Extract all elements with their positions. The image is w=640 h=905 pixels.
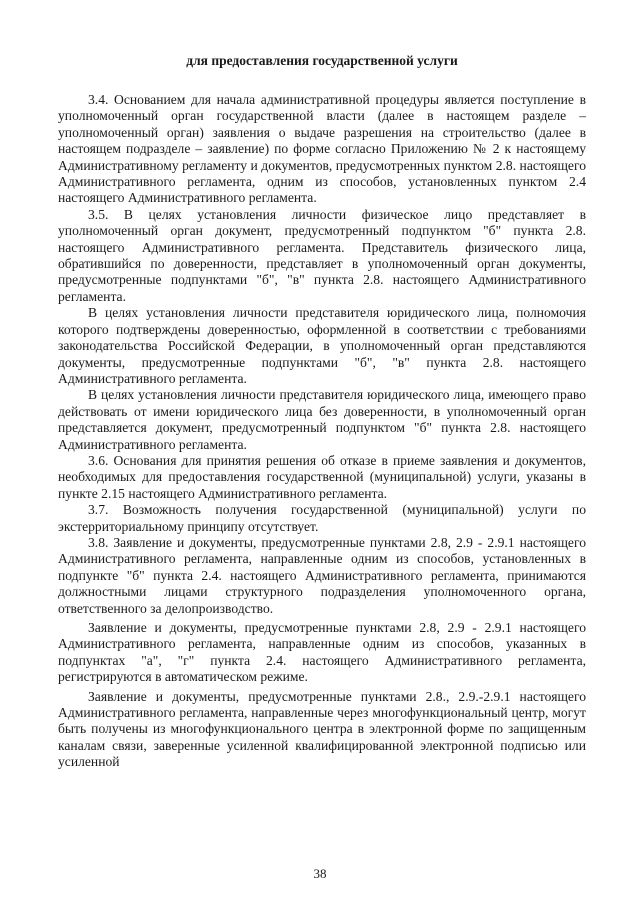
paragraph-3-6: 3.6. Основания для принятия решения об отказе в приеме заявления и документов, необходимых для предоставления государственной (муниципальной) услуги, указаны в пункте 2.15 настоящего Административного регламента.	[58, 452, 586, 501]
document-page	[58, 52, 586, 771]
paragraph-legal-rep-proxy: В целях установления личности представителя юридического лица, полномочия которого подтверждены доверенностью, оформленной в соответствии с требованиями законодательства Российской Федерации, в уполномоченный орган представляются документы, предусмотренные подпунктами "б", "в" пункта 2.8. настоящего Административного регламента.	[58, 305, 586, 386]
page-number: 38	[313, 866, 327, 881]
paragraph-3-8: 3.8. Заявление и документы, предусмотренные пунктами 2.8, 2.9 - 2.9.1 настоящего Административного регламента, направленные одним из способов, установленных в подпункте "б" пункта 2.4. настоящего Административного регламента, принимаются должностными лицами структурного подразделения уполномоченного органа, ответственного за делопроизводство.	[58, 534, 586, 616]
paragraph-mfc-documents: Заявление и документы, предусмотренные пунктами 2.8., 2.9.-2.9.1 настоящего Административного регламента, направленные через многофункциональный центр, могут быть получены из многофункционального центра в электронной форме по защищенным каналам связи, заверенные усиленной квалифицированной электронной подписью или усиленной	[58, 688, 586, 770]
paragraph-3-4: 3.4. Основанием для начала административной процедуры является поступление в уполномоченный орган государственной власти (далее в настоящем разделе – уполномоченный орган) заявления о выдаче разрешения на строительство (далее в настоящем подразделе – заявление) по форме согласно Приложению № 2 к настоящему Административному регламенту и документов, предусмотренных пунктом 2.8. настоящего Административного регламента, одним из способов, установленных пунктом 2.4 настоящего Административного регламента.	[58, 92, 586, 206]
paragraph-auto-registration: Заявление и документы, предусмотренные пунктами 2.8, 2.9 - 2.9.1 настоящего Административного регламента, направленные одним из способов, указанных в подпунктах "а", "г" пункта 2.4. настоящего Административного регламента, регистрируются в автоматическом режиме.	[58, 620, 586, 685]
paragraph-3-7: 3.7. Возможность получения государственной (муниципальной) услуги по экстерриториальному принципу отсутствует.	[58, 502, 586, 534]
page-header: для предоставления государственной услуги	[186, 53, 458, 68]
paragraph-legal-rep-no-proxy: В целях установления личности представителя юридического лица, имеющего право действовать от имени юридического лица без доверенности, в уполномоченный орган представляется документ, предусмотренный подпунктом "б" пункта 2.8. настоящего Административного регламента.	[58, 387, 586, 452]
paragraph-3-5: 3.5. В целях установления личности физическое лицо представляет в уполномоченный орган документ, предусмотренный подпунктом "б" пункта 2.8. настоящего Административного регламента. Представитель физического лица, обратившийся по доверенности, представляет в уполномоченный орган документы, предусмотренные подпунктами "б", "в" пункта 2.8. настоящего Административного регламента.	[58, 206, 586, 304]
